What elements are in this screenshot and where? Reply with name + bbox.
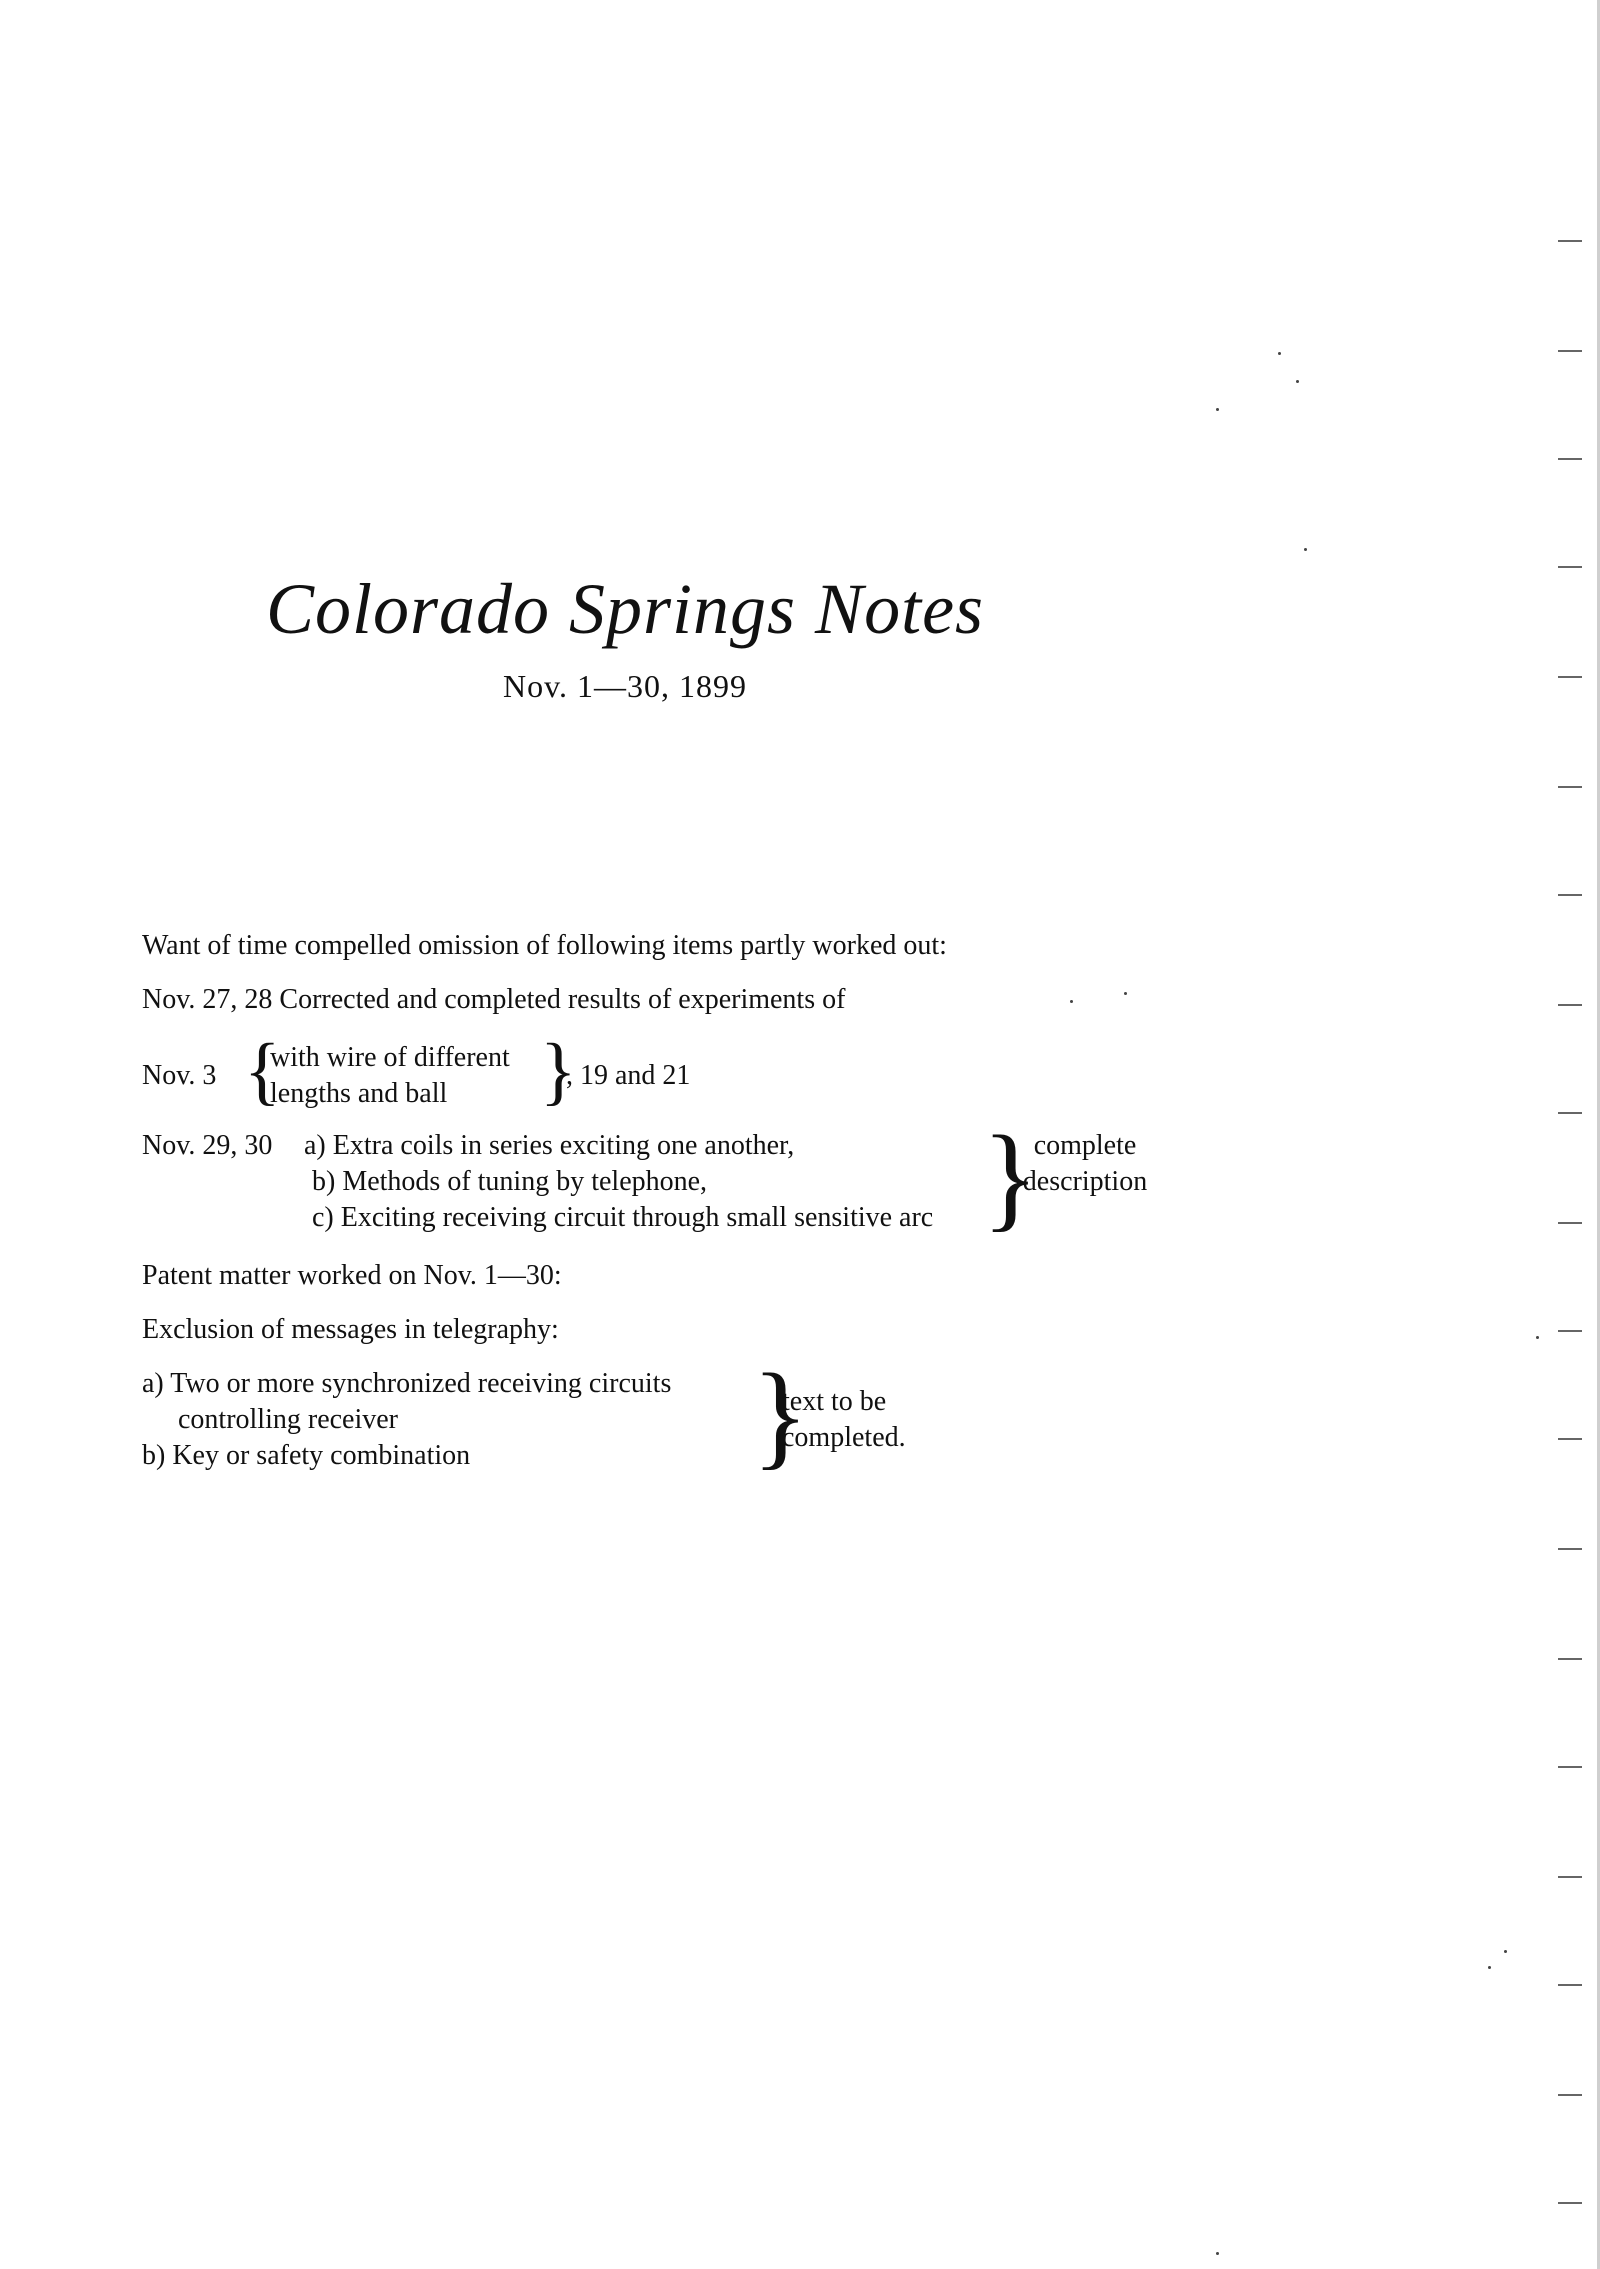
margin-tick bbox=[1558, 894, 1582, 896]
scan-speck bbox=[1504, 1950, 1507, 1953]
patent-text: Patent matter worked on Nov. 1—30: bbox=[142, 1260, 562, 1291]
nov3-brace-line1: with wire of different bbox=[270, 1042, 510, 1073]
exclusion-note-line2: completed. bbox=[782, 1422, 906, 1453]
scan-speck bbox=[1124, 992, 1127, 995]
margin-tick bbox=[1558, 786, 1582, 788]
exclusion-right-brace: } bbox=[752, 1349, 809, 1480]
nov3-left-brace: { bbox=[244, 1029, 281, 1113]
margin-tick bbox=[1558, 350, 1582, 352]
margin-tick bbox=[1558, 1548, 1582, 1550]
margin-tick bbox=[1558, 1984, 1582, 1986]
scan-speck bbox=[1296, 380, 1299, 383]
exclusion-item-b: b) Key or safety combination bbox=[142, 1440, 471, 1471]
margin-tick bbox=[1558, 1438, 1582, 1440]
margin-tick bbox=[1558, 1222, 1582, 1224]
nov3-label: Nov. 3 bbox=[142, 1060, 217, 1091]
margin-tick bbox=[1558, 1004, 1582, 1006]
exclusion-item-a-line1: a) Two or more synchronized receiving circuits bbox=[142, 1368, 672, 1399]
nov27-text: Nov. 27, 28 Corrected and completed results of experiments of bbox=[142, 984, 846, 1015]
intro-text: Want of time compelled omission of following items partly worked out: bbox=[142, 930, 947, 961]
exclusion-heading: Exclusion of messages in telegraphy: bbox=[142, 1314, 559, 1345]
margin-tick bbox=[1558, 566, 1582, 568]
page-title: Colorado Springs Notes bbox=[265, 569, 985, 649]
scan-speck bbox=[1070, 1000, 1073, 1003]
scan-speck bbox=[1278, 352, 1281, 355]
exclusion-item-a-line2: controlling receiver bbox=[178, 1404, 399, 1435]
scan-speck bbox=[1216, 2252, 1219, 2255]
exclusion-note-line1: text to be bbox=[782, 1386, 887, 1417]
margin-tick bbox=[1558, 2202, 1582, 2204]
nov3-brace-line2: lengths and ball bbox=[270, 1078, 448, 1109]
page-subtitle: Nov. 1—30, 1899 bbox=[502, 668, 748, 704]
nov3-tail: , 19 and 21 bbox=[566, 1060, 691, 1091]
nov3-right-brace: } bbox=[540, 1029, 577, 1113]
scan-speck bbox=[1304, 548, 1307, 551]
scan-speck bbox=[1488, 1966, 1491, 1969]
scan-speck bbox=[1216, 408, 1219, 411]
margin-tick bbox=[1558, 1658, 1582, 1660]
nov29-note-line1: complete bbox=[1033, 1130, 1137, 1161]
nov29-note-line2: description bbox=[1022, 1166, 1148, 1197]
nov29-label: Nov. 29, 30 bbox=[142, 1130, 273, 1161]
margin-tick bbox=[1558, 676, 1582, 678]
margin-tick bbox=[1558, 1330, 1582, 1332]
scan-speck bbox=[1536, 1336, 1539, 1339]
nov29-item-c: c) Exciting receiving circuit through small sensitive arc bbox=[312, 1202, 934, 1233]
margin-tick bbox=[1558, 1876, 1582, 1878]
nov29-item-b: b) Methods of tuning by telephone, bbox=[312, 1166, 708, 1197]
margin-tick bbox=[1558, 2094, 1582, 2096]
margin-tick bbox=[1558, 458, 1582, 460]
margin-tick bbox=[1558, 1112, 1582, 1114]
nov29-item-a: a) Extra coils in series exciting one another, bbox=[304, 1130, 795, 1161]
margin-tick bbox=[1558, 240, 1582, 242]
nov29-right-brace: } bbox=[982, 1111, 1039, 1242]
margin-tick bbox=[1558, 1766, 1582, 1768]
